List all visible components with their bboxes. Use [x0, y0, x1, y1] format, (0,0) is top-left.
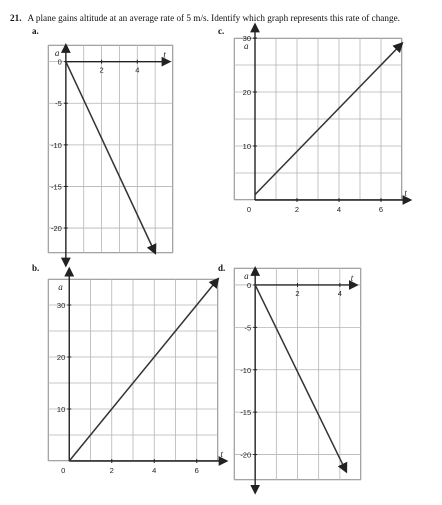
graph-b-y-tick: 20	[56, 353, 66, 362]
graph-a-y-tick: -10	[51, 140, 62, 150]
graph-d-y-tick: -15	[240, 408, 252, 418]
graph-d-y-tick: -10	[240, 365, 252, 375]
graph-b-x-tick: 2	[109, 466, 114, 475]
graph-c-label: c.	[218, 26, 225, 36]
graph-b-y-tick: 10	[56, 405, 66, 414]
graph-d-y-axis-label: a	[244, 271, 249, 281]
graph-d-x-axis-label: t	[350, 272, 354, 283]
graph-c-y-tick: 10	[242, 142, 251, 151]
graph-d-y-tick: -5	[244, 323, 252, 333]
graph-c-x-tick: 4	[336, 205, 342, 214]
question-prompt: A plane gains altitude at an average rate of 5 m/s. Identify which graph represents this rate of change.	[27, 13, 400, 23]
graph-c-x-axis-label: t	[404, 188, 407, 198]
graph-a-x-tick: 2	[99, 65, 104, 75]
graph-c-svg	[234, 34, 407, 214]
graph-a-y-tick: -15	[51, 182, 62, 192]
graph-b-y-tick: 30	[56, 301, 66, 310]
graph-a-frame	[49, 46, 173, 253]
graph-d-series-line	[255, 285, 346, 472]
graph-a-series-line	[66, 62, 155, 253]
graph-b-x-tick: 6	[194, 466, 199, 475]
graph-b-x-tick: 0	[61, 466, 66, 475]
graph-c-y-tick: 20	[242, 88, 251, 97]
graph-d-svg	[234, 268, 361, 480]
graph-b-y-axis-label: a	[58, 282, 63, 292]
graph-a-svg	[48, 45, 173, 253]
graph-c-x-tick: 0	[246, 205, 252, 214]
graph-a-x-tick: 4	[135, 65, 140, 75]
graph-d-label: d.	[218, 263, 226, 273]
graph-b	[48, 279, 224, 475]
graph-b-svg	[48, 279, 224, 475]
question-text	[10, 13, 400, 23]
graph-a-y-axis-label: a	[54, 48, 60, 58]
graph-b-x-tick: 4	[152, 466, 157, 475]
graph-d	[234, 268, 361, 480]
graph-c-y-tick: 30	[242, 34, 251, 43]
graph-c-x-tick: 2	[294, 205, 300, 214]
graph-a-x-axis-label: t	[163, 49, 166, 60]
graph-d-y-tick: 0	[246, 280, 252, 290]
graph-c-x-tick: 6	[378, 205, 384, 214]
graph-a	[48, 45, 173, 253]
question-number: 21.	[10, 13, 22, 23]
graph-d-y-tick: -20	[240, 450, 252, 460]
graph-d-x-tick: 2	[295, 288, 300, 298]
graph-b-x-axis-label: t	[220, 449, 224, 459]
graph-d-x-tick: 4	[337, 288, 342, 298]
graph-b-label: b.	[32, 263, 40, 273]
graph-a-y-tick: -20	[51, 224, 62, 234]
graph-c-y-axis-label: a	[244, 41, 249, 51]
graph-a-y-tick: 0	[57, 57, 62, 67]
graph-a-y-tick: -5	[55, 99, 62, 109]
graph-b-series-line	[69, 279, 218, 461]
graph-a-label: a.	[32, 26, 39, 36]
graph-c	[234, 34, 407, 214]
